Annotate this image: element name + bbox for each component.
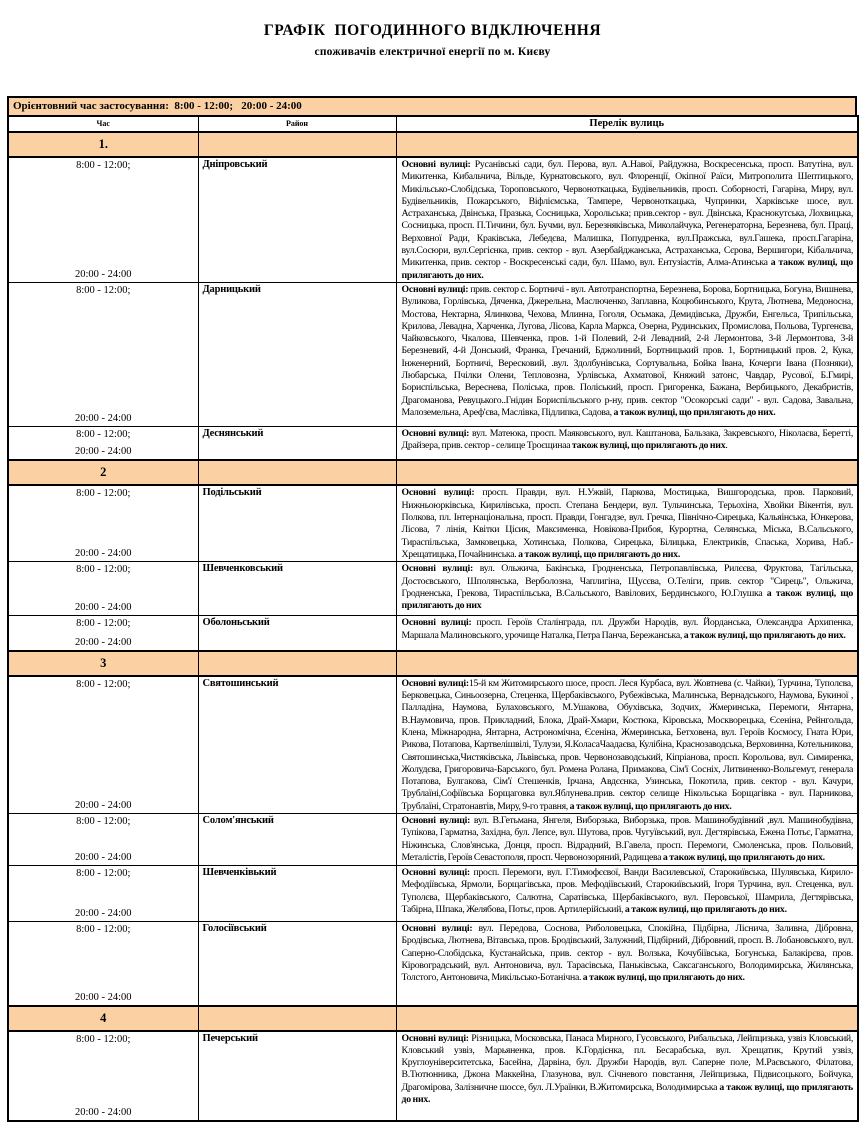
time-range-morning: 8:00 - 12:00;	[76, 160, 131, 171]
streets-list: просп. Перемоги, вул. Г.Тимофєєвої, Ванди Василевської, Старокиївська, Шулявська, Кирило-Мефодіївська, Ярмоли, Борщагівська, пров. Мефодіївський, Старокиївський, Ігоря Турчина, вул. Стеценка, вул. Туполєва, Щербаківського, Салютна, Саратівська, Щербаківського, вул. Перовської, Шамрила, Дегтярівська, Табірна, Шпака, Желябова, Потьє, пров. Артилерійський,	[401, 867, 853, 915]
district-name: Солом'янський	[198, 814, 396, 866]
col-header-time: Час	[8, 116, 198, 132]
time-range-evening: 20:00 - 24:00	[74, 1106, 132, 1118]
streets-tail: а також вулиці, що прилягають до них.	[401, 257, 853, 281]
time-range-morning: 8:00 - 12:00;	[76, 868, 131, 880]
page-subtitle: споживачів електричної енергії по м. Києву	[314, 46, 551, 58]
streets-tail: а також вулиці, що прилягають до них.	[683, 629, 846, 641]
district-name: Голосіївський	[198, 922, 396, 1006]
time-range-evening: 20:00 - 24:00	[74, 800, 132, 812]
streets-label: Основні вулиці:	[401, 427, 470, 439]
streets-list: просп. Героїв Сталінграда, пл. Дружби Народів, вул. Йорданська, Олександра Архипенка, Маршала Малиновського, урочище Наталка, Петра Панча, Бережанська,	[401, 617, 853, 641]
group-band-cell	[198, 132, 396, 157]
time-range-morning: 8:00 - 12:00;	[76, 488, 131, 500]
page-title: ГРАФІК ПОГОДИННОГО ВІДКЛЮЧЕННЯ	[263, 22, 602, 39]
time-range-morning: 8:00 - 12:00;	[76, 564, 131, 576]
district-row	[8, 814, 858, 866]
district-row	[8, 1031, 858, 1121]
streets-list: прив. сектор с. Бортничі - вул. Автотранспортна, Березнева, Борова, Бортницька, Богуна, Вишнева, Вуликова, Горлівська, Дяченка, Джерельна, Маслюченко, Заплавна, Коцюбинського, Крута, Лютнева, Медоносна, Мостова, Нектарна, Ялинкова, Чехова, Млинна, Гоголя, Осьмака, Демидівська, Дружби, Енгельса, Трипільська, Крилова, Левадна, Харченка, Лугова, Лісова, Карла Маркса, Озерна, Рудинських, Промислова, Польова, Тургенєва, Чайковського, Чкалова, Шевченка, пров. 1-й Полевий, 2-й Левадний, 2-й Лермонтова, 3-й Лермонтова, 3-й Березневий, 4-й Донський, Франка, Гречаний, Бджолиний, Бортницький пров. 1, Бортницький пров. 2, Кука, Інженерний, Бортничі, Вересковий, .вул. Здолбунівська, Сортувальна, Бойка Івана, Кочерги Івана (Позняки), Любарська, Пчілки Олени, Тепловозна, Урлівська, Ахматової, Княжий затонс, Чавдар, Русової, Б.Гмирі, Бориспільська, Вереснева, Поліська, пров. Поліський, просп. Григоренка, Бажана, Вербицького, Декабристів, Драгоманова, Ревуцького..Гнідин Бориспільського р-ну, прив. сектор "Осокорські сади" - вул. Садова, Завальна, Малоземельна, Ареф'єва, Маслівка, Підлипка, Садова,	[401, 283, 853, 418]
group-band-cell	[396, 460, 858, 485]
group-number: 4	[8, 1006, 198, 1031]
time-range-evening: 20:00 - 24:00	[74, 412, 132, 424]
district-row	[8, 616, 858, 651]
group-band-cell	[198, 1006, 396, 1031]
streets-label: Основні вулиці:	[401, 923, 473, 935]
application-time-banner: Орієнтовний час застосування: 8:00 - 12:00; 20:00 - 24:00	[7, 96, 857, 115]
streets-label: Основні вулиці:	[401, 283, 469, 295]
time-cell	[8, 616, 198, 651]
district-name: Оболоньський	[198, 616, 396, 651]
streets-tail: а також вулиці, що прилягають до них.	[624, 903, 787, 915]
district-name: Дніпровський	[198, 157, 396, 282]
time-range-evening: 20:00 - 24:00	[74, 548, 132, 560]
streets-cell	[396, 282, 858, 426]
time-cell	[8, 866, 198, 922]
streets-cell	[396, 562, 858, 616]
document-header	[0, 22, 865, 58]
time-cell	[8, 485, 198, 561]
streets-label: Основні вулиці:	[401, 159, 471, 170]
streets-cell	[396, 1031, 858, 1121]
time-cell	[8, 426, 198, 460]
streets-cell	[396, 157, 858, 282]
streets-label: Основні вулиці:	[401, 1032, 469, 1044]
streets-label: Основні вулиці:	[401, 617, 472, 629]
streets-cell	[396, 616, 858, 651]
district-row	[8, 485, 858, 561]
time-range-morning: 8:00 - 12:00;	[76, 678, 131, 690]
streets-tail: а також вулиці, що прилягають до них.	[613, 406, 776, 418]
streets-list: 15-й км Житомирського шосе, просп. Леся Курбаса, вул. Жовтнева (с. Чайки), Турчина, Туполєва, Берковецька, Синьоозерна, Стеценка, Щербаківського, Рубежівська, Малинська, Вернадського, Наумова, Букиної , Палладіна, Наумова, Булаховського, М.Ушакова, Обухівська, Зодчих, Жмеринська, Перемоги, Янтарна, В.Наумовича, пров. Прикладний, Блока, Драй-Хмари, Костюка, Кіровська, Москворецька, Єсеніна, Рейнгольда, Клена, Міжнародна, Янтарна, Астрономічна, Єсеніна, Жмеринська, Бетховена, вул. Героїв Космосу, Гната Юри, Рикова, Потапова, Картвелішвілі, Тулузи, Я.КоласаЧаадаєва, Кулібіна, Краснозаводська, Верховинна, Котельникова, Святошинська,Чистяківська, Львівська, пров. Червонозаводський, Кіпріанова, просп. Корольова, вул. Симиренка, Жолудєва, Григоровича-Барського, бул. Ромена Ролана, Примакова, Сім'ї Сосніх, Литвиненко-Вольгемут, генерала Потапова, Булгакова, Сім'ї Стешенків, Ірчана, Авдєєнка, Узинська, Покотила, прив. сектор - вул. Качури, Трублаїні,Софіївська Борщаговка вул.Яблунева.прив. сектор селище Нікольська Борщагівка - вул. Парникова, Трублаїні, Стратонавтів, Миру, 9-го травня,	[401, 677, 853, 812]
outage-table	[7, 115, 859, 1122]
group-band-row	[8, 651, 858, 676]
district-row	[8, 676, 858, 814]
group-band-cell	[396, 132, 858, 157]
district-name: Шевченківький	[198, 866, 396, 922]
time-range-evening: 20:00 - 24:00	[74, 446, 132, 458]
streets-cell	[396, 676, 858, 814]
group-band-row	[8, 132, 858, 157]
district-name: Святошинський	[198, 676, 396, 814]
streets-label: Основні вулиці:	[401, 487, 475, 499]
streets-cell	[396, 922, 858, 1006]
streets-after: .	[725, 440, 728, 452]
streets-label: Основні вулиці:	[401, 563, 474, 575]
district-name: Дарницький	[198, 282, 396, 426]
time-range-morning: 8:00 - 12:00;	[76, 1033, 131, 1045]
district-name: Печерський	[198, 1031, 396, 1121]
streets-list: просп. Правди, вул. Н.Ужвій, Паркова, Мостицька, Вишгородська, пров. Парковий, Нижньоюрківська, Кирилівська, просп. Степана Бендери, вул. Тульчинська, Терьохіна, Хвойки Вікентія, вул. Полкова, пл. Інтернаціональна, просп. Правди, Гонгадзе, вул. Гречка, Північно-Сирецька, Кальяінська, Юнкерова, Лісова, 7 лінія, Квітки Цісик, Максименка, Новікова-Прибоя, Курортна, Селянська, Міська, В.Сальського, Тираспільська, Замковецька, Хотинська, Полкова, Сирецька, Білицька, Електриків, Спаська, Хорива, Наб.-Хрещатицька, Почайнинська.	[401, 487, 853, 560]
time-range-morning: 8:00 - 12:00;	[76, 428, 131, 440]
group-band-cell	[396, 1006, 858, 1031]
streets-label: Основні вулиці:	[401, 677, 469, 689]
district-row	[8, 426, 858, 460]
district-row	[8, 922, 858, 1006]
time-range-evening: 20:00 - 24:00	[74, 268, 132, 280]
time-cell	[8, 1031, 198, 1121]
streets-list: вул. Передова, Соснова, Риболовецька, Спокійна, Підбірна, Ліснича, Заливна, Дібровна, Бродівська, Лютнева, Вітавська, пров. Бродівський, Залужний, Підбірний, Дібровний, просп. В. Лобановського, вул. Саперно-Слобідська, Кустанайська, прив. сектор - вул. Волзька, Кочубіївська, Богунська, Балакірєва, пров. Кіровоградський, вул. Антоновича, вул. Тарасівська, Паньківська, Саксаганського, Володимирська, Жилянська, Толстого, Антоновича, Микільсько-Ботанічна.	[401, 923, 853, 984]
streets-cell	[396, 485, 858, 561]
time-cell	[8, 676, 198, 814]
streets-tail: а також вулиці, що прилягають до них.	[518, 548, 681, 560]
time-range-morning: 8:00 - 12:00;	[76, 618, 131, 630]
streets-list: Різницька, Московська, Панаса Мирного, Гусовського, Рибальська, Лейпцизька, узвіз Кловський, Кловський узвіз, Марьяненка, пров. К.Гордієнка, пл. Бесарабська, вул. Хрещатик, Крутий узвіз, Круглоуніверситетська, Басейна, Дарвіна, бул. Дружби Народів, вул. Саперне поле, М.Раєвського, Філатова, В.Тютюнника, Джона Маккейна, Глазунова, вул. Січневого повстання, Лейпцизька, Підвисоцького, Бойчука, Драгомірова, Залізничне шоссе, бул. Л.Ураїнки, В.Житомирська, Володимирська	[401, 1032, 853, 1093]
time-range-evening: 20:00 - 24:00	[74, 636, 132, 648]
time-cell	[8, 157, 198, 282]
district-name: Шевченковський	[198, 562, 396, 616]
col-header-district: Район	[198, 116, 396, 132]
group-number: 3	[8, 651, 198, 676]
group-band-cell	[198, 651, 396, 676]
time-range-evening: 20:00 - 24:00	[74, 602, 132, 614]
group-band-row	[8, 1006, 858, 1031]
district-row	[8, 866, 858, 922]
time-range-morning: 8:00 - 12:00;	[76, 816, 131, 828]
group-number: 1.	[8, 132, 198, 157]
streets-tail: а також вулиці, що прилягають до них.	[401, 1081, 853, 1105]
group-band-row	[8, 460, 858, 485]
streets-tail: а також вулиці, що прилягають до них.	[662, 851, 825, 863]
streets-list: вул. Ольжича, Бакінська, Гродненська, Петропавлівська, Рилєєва, Фруктова, Тагільська, Достоєвського, Шполянська, Верболозна, Чаплигіна, Щусєва, О.Теліги, прив. сектор "Сирець", Ольжича, Гродненська, Грекова, Тираспільська, В.Сальського, Вавілових, Бердинського, Ю.Глушка	[401, 563, 853, 599]
district-row	[8, 157, 858, 282]
col-header-streets: Перелік вулиць	[396, 116, 858, 132]
district-name: Деснянський	[198, 426, 396, 460]
time-range-morning: 8:00 - 12:00;	[76, 924, 131, 936]
streets-tail: а також вулиці, що прилягають до них.	[569, 800, 732, 812]
streets-cell	[396, 814, 858, 866]
streets-label: Основні вулиці:	[401, 815, 471, 827]
streets-cell	[396, 866, 858, 922]
streets-tail: також вулиці, що прилягають до них	[571, 440, 726, 452]
time-range-evening: 20:00 - 24:00	[74, 991, 132, 1003]
time-cell	[8, 562, 198, 616]
streets-label: Основні вулиці:	[401, 867, 470, 879]
streets-list: Русанівські сади, бул. Перова, вул. А.Навої, Райдужна, Воскресенська, просп. Ватутіна, вул. Микитенка, Кибальчича, Вільде, Курнатовського, вул. Флоренції, Окіпної Раїси, Митрополита Шептицького, Микільсько-Слобідська, Тороповського, Червоноткацька, Будівельників, просп. Соборності, Гагаріна, Миру, вул. Будівельників, Пожарського, Віфліємська, Тампере, Червоноткацька, Чупринки, Харківське шосе, вул. Астраханська, Двінська, Празька, Сосницька, Хорольська; прив.сектор - вул. Двінська, Краснокутська, Лохвицька, Сосницька, просп. П.Тичини, бул. Бучми, вул. Березняківська, Миколайчука, Регенераторна, Березнева, бул. Праці, Верховної Ради, Краківська, Лебедєва, Малишка, Попудренка, вул.Пражська, вул.Гашека, просп.Гагаріна, вул.Сосюри, вул.Сергієнка, прив. сектор - вул. Азербайджанська, Астраханська, Сєрова, Вершигори, Кібальчича, Микитенка, прив. сектор - Воскресенські сади, бул. Шамо, вул. Ентузіастів, Алма-Атинська	[401, 159, 853, 269]
schedule-sheet	[7, 96, 857, 1122]
streets-tail: а також вулиці, що прилягають до них.	[582, 972, 745, 984]
time-cell	[8, 922, 198, 1006]
district-name: Подільський	[198, 485, 396, 561]
streets-cell	[396, 426, 858, 460]
streets-list: вул. Матеюка, просп. Маяковського, вул. Каштанова, Бальзака, Закревського, Ніколаєва, Беретті, Драйзера, прив. сектор - селище Троєщинаа	[401, 427, 853, 452]
group-number: 2	[8, 460, 198, 485]
time-cell	[8, 282, 198, 426]
time-range-morning: 8:00 - 12:00;	[76, 284, 131, 296]
group-band-cell	[198, 460, 396, 485]
group-band-cell	[396, 651, 858, 676]
time-cell	[8, 814, 198, 866]
streets-list: вул. В.Гетьмана, Янгеля, Виборзька, Виборзька, пров. Машинобудівний ,вул. Машинобудівна, Тупікова, Гарматна, Західна, бул. Лепсе, вул. Шутова, пров. Чугуївський, вул. Дегтярівська, Ежена Потьє, Гарматна, Ніжинська, Слов'янська, Донця, просп. Відрадний, В.Гавела, просп. Перемоги, Смоленська, пров. Польовий, Металістів, Героїв Севастополя, просп. Червонозоряний, Радищева	[401, 815, 853, 863]
table-header-row	[8, 116, 858, 132]
district-row	[8, 282, 858, 426]
time-range-evening: 20:00 - 24:00	[74, 852, 132, 864]
district-row	[8, 562, 858, 616]
time-range-evening: 20:00 - 24:00	[74, 908, 132, 920]
streets-tail: а також вулиці, що прилягають до них	[401, 587, 853, 612]
